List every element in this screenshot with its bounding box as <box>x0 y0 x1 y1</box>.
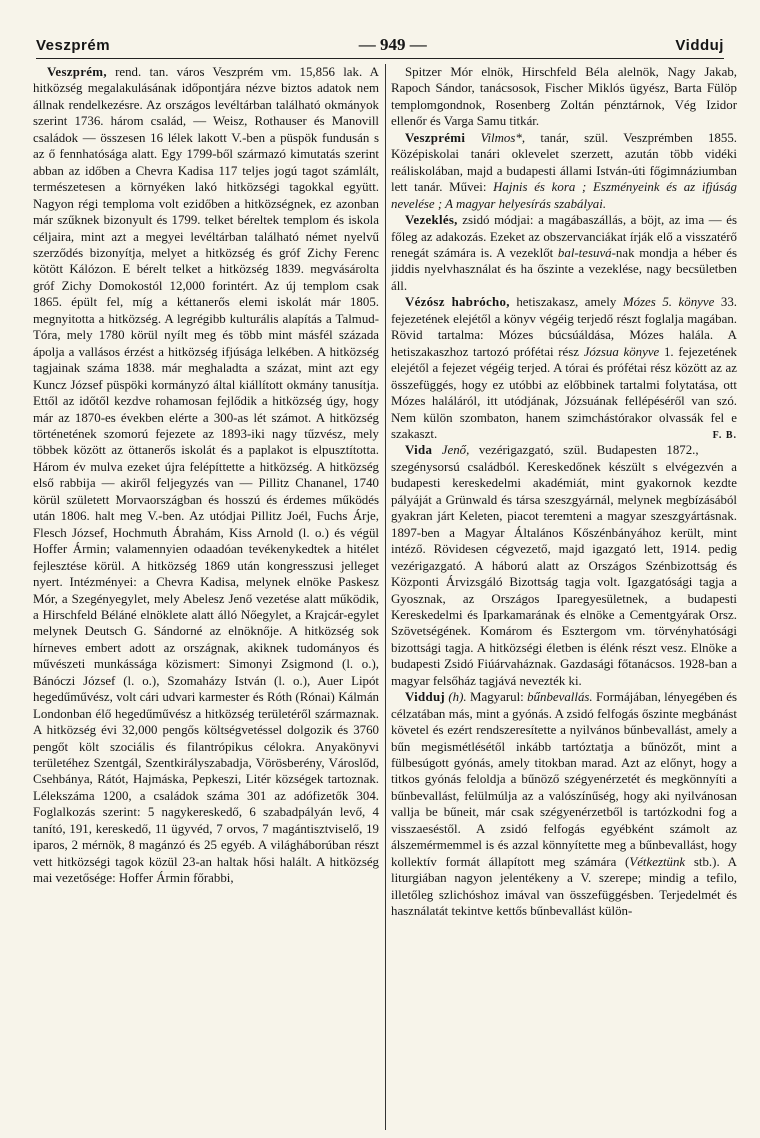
entry-text: Józsua könyve <box>583 344 660 359</box>
entry-headword: Vezeklés, <box>405 213 458 228</box>
entry-text: Vilmos* <box>465 130 522 145</box>
right-column <box>391 64 737 1130</box>
entry-paragraph <box>391 64 737 130</box>
entry-text: vezérigazgató, szül. Budapesten 1872., szegénysorsú családból. Kereskedőnek készült s elvégezvén a budapesti kereskedelmi akadémiát, mint gyakornok kezdte pályáját a Grünwald és társa szeszgyárnál, melynek megbízásából gyakran járt Keleten, piacot teremteni a magyar szeszgyártásnak. 1897-ben a Magyar Általános Kőszénbányához került, mint intéző. Rövidesen cégvezető, majd igazgató lett, 1914. pedig vezérigazgató. A háború alatt az Országos Szénbizottság és Központi Árvizsgáló Bizottság tagja volt. Igazgatósági tagja a Gyosznak, az Országos Iparegyesületnek, a budapesti Kereskedelmi és Iparkamarának és elnöke a Cementgyárak Orsz. Szövetségének. Komárom és Esztergom vm. törvényhatósági bizottsági tagja. A hitközségi életben is élénk részt vesz. Elnöke a budapesti Zsidó Fiúárvaháznak. Gazdasági főtanácsos. 1928-ban a magyar felsőház tagjává nevezték ki. <box>391 443 737 688</box>
entry-text: bal-tesuvá <box>557 245 612 260</box>
entry-paragraph <box>391 689 737 919</box>
header-left-headword: Veszprém <box>36 36 111 54</box>
entry-text: 33. fejezetének elejétől a könyv végéig terjedő részt foglalja magában. Rövid tartalma: Mózes búcsúáldása, Mózes halála. A hetiszakaszhoz tartozó prófétai rész <box>391 295 737 359</box>
author-signature: F. B. <box>712 429 737 441</box>
entry-text: , tanár, szül. Veszprémben 1855. Középiskolai tanári oklevelet szerzett, azután több vidéki reáliskolában, majd a budapesti állami István-úti főgimnáziumban lett tanár. Művei: <box>391 130 737 195</box>
entry-paragraph <box>391 294 737 442</box>
left-column <box>33 64 379 1130</box>
header-right-headword: Vidduj <box>675 36 724 54</box>
entry-text: Spitzer Mór elnök, Hirschfeld Béla alelnök, Nagy Jakab, Rapoch Sándor, tanácsosok, Fischer Miklós ügyész, Barta Fülöp templomgondnok, Rosenberg Zoltán pénztárnok, Vég Izidor ellenőr és Varga Samu titkár. <box>391 65 737 129</box>
entry-text: 1. fejezetének elejétől a fejezet végéig terjed. A tórai és prófétai rész között az az összefüggés, hogy ez utóbbi az előbbinek tartalmi folytatása, ott Mózes haláláról, itt utódjának, Józsuának fellépéséről van szó. Nem külön szombaton, hanem szimchástórakor olvassák fel e szakaszt. <box>391 344 737 441</box>
entry-headword: Vida <box>405 443 433 458</box>
entry-headword: Veszprém, <box>47 65 107 79</box>
entry-text: (h). <box>445 690 467 705</box>
entry-paragraph <box>391 212 737 294</box>
entry-text: Jenő, <box>432 443 470 458</box>
entry-text: Mózes 5. könyve <box>622 295 715 310</box>
entry-text: Magyarul: <box>466 690 528 705</box>
entry-headword: Vidduj <box>405 690 446 705</box>
entry-text: -nak mondja a héber és jiddis nyelvhasználat és ha őszinte a vezeklése, nagy becsületben áll. <box>391 245 737 293</box>
entry-text: Vétkeztünk <box>629 854 686 869</box>
text-columns <box>33 64 737 1130</box>
entry-headword: Veszprémi <box>405 130 466 145</box>
entry-text: stb.). A liturgiában nagyon jelentékeny a V. szerepe; mindig a tefilo, illetőleg szlichóshoz imával van összefüggésben. Terjedelmét és használatát tekintve kettős bűnbevallást külön- <box>391 854 737 919</box>
entry-paragraph <box>391 442 737 689</box>
page-number: — 949 — <box>358 35 427 54</box>
entry-headword: Vézósz habrócho, <box>405 295 510 310</box>
running-header <box>36 32 724 59</box>
entry-text: Formájában, lényegében és célzatában más, mint a gyónás. A zsidó felfogás őszinte megbánást követel és ezért rendszeresítette a nyilvános bűnbevallást, amely a bűn megismétlésétől inkább tartóztatja a bűnözőt, mint a fülbesúgott gyónás, amely titokban marad. Azt az előnyt, hogy a titkos gyónás feloldja a bűnöző szégyenérzetét és megkönnyíti a bűnbevallást, felülmúlja az a valószínűség, hogy aki nyilvánosan vallja be bűneit, már csak szégyenérzetből is tartózkodni fog a visszaeséstől. A zsidó felfogás egyébként számolt az álszemérmemmel is és azzal könnyítette meg a bűnbevallást, hogy kollektív formát állapított meg számára ( <box>391 690 737 869</box>
column-divider <box>385 64 386 1130</box>
entry-text: hetiszakasz, amely <box>509 295 623 310</box>
entry-paragraph <box>391 130 737 212</box>
entry-text: Hajnis és kora ; Eszményeink és az ifjúság nevelése ; A magyar helyesírás szabályai. <box>391 180 737 211</box>
entry-text: rend. tan. város Veszprém vm. 15,856 lak. A hitközség megalakulásának időpontjára nézve biztos adatok nem állnak rendelkezésre. Az országos levéltárban található okmányok szerint 1736. három család, — Weisz, Rothauser és Manovill családok — összesen 16 lélek lakott V.-ben a püspök fundusán s az ő fennhatósága alatt. Egy 1799-ből származó kimutatás szerint abban az időben a Chevra Kadisa 117 teljes jogú tagot számlált, természetesen a környéken lakó hitközségi tagokkal együtt. Nagyon régi temploma volt ezidőben a hitközségnek, ez azonban már szűknek bizonyult és 1799. telket béreltek templom és iskola céljaira, mint azt a megyei levéltárban található német nyelvű szerződés bizonyítja, melyet a hitközség és gróf Zichy Ferenc kötött Kálózon. E bérelt telket a hitközség 1839. megvásárolta gróf Zichy Domokostól 12,000 forintért. Az új templom csak 1865. épült fel, míg a kéttanerős elemi iskolát már 1805. megnyitotta a hitközség. A legrégibb kulturális alapítás a Talmud-Tóra, mely 1780 körül nyílt meg és több mint másfél százada ápolja a vallásos érzést a hitközség ifjúsága lelkében. A hitközség tagjainak száma 1838. már meghaladta a százat, mint azt egy Kuncz József püspöki kormányzó által kiállított okmány tanusítja. Ettől az időtől kezdve rohamosan fejlődik a hitközség úgy, hogy már az 1870-es években elérte a 300-as lét számot. A hitközség történetének szomorú fejezete az 1893-iki nagy tűzvész, mely többek között az öttanerős iskolát és a paplakot is elpusztította. Három év mulva ezeket újra felépíttette a hitközség. A hitközség első rabbija — akiről feljegyzés van — Pillitz Chananel, 1740 körül született Morvaországban és hosszú és érdemes működés után 1806. halt meg V.-ben. Az utódjai Pillitz Joél, Fuchs Árje, Flesch József, Hochmuth Ábrahám, Kiss Arnold (l. o.) és végül Hoffer Ármin; valamennyien odaadóan tevékenykedtek a hitélet fejlesztése körül. A hitközség 1869 után kongresszusi jelleget nyert. Intézményei: a Chevra Kadisa, melynek elnöke Paskesz Mór, a Szegényegylet, mely Abelesz Jenő vezetése alatt működik, a Hirschfeld Béláné elnöklete alatt álló Nőegylet, a Krajcár-egylet melynek Deutsch G. Sándorné az elnöknője. A hitközség sok hírneves embert adott az országnak, akiknek tudományos és művészeti munkássága közismert: Simonyi Zsigmond (l. o.), Bánóczi József (l. o.), Szomaházy István (l. o.), Auer Lipót hegedűművész, volt cári udvari karmester és Róth (Rónai) Kálmán Londonban élő hegedűművész a hitközség területéről származnak. A hitközség évi 32,000 pengős költségvetéssel dolgozik és 3760 pengőt költ szociális és filantrópikus célokra. Anyakönyvi területéhez Szentgál, Szentkirályszabadja, Vörösberény, Városlőd, Csehbánya, Rátót, Hajmáska, Pepkeszi, Litér községek tartoznak. Lélekszáma 1200, a családok száma 301 az adófizetők 304. Foglalkozás szerint: 5 nagykereskedő, 6 szabadpályán levő, 4 tanító, 191, kereskedő, 11 ügyvéd, 7 orvos, 7 magántisztviselő, 19 iparos, 2 mérnök, 8 magánzó és 25 egyéb. A világháborúban részt vett hitközségi tagok közül 23-an haltak hősi halált. A hitközség mai vezetősége: Hoffer Ármin főrabbi, <box>33 65 379 886</box>
entry-text: zsidó módjai: a magábaszállás, a böjt, az ima — és főleg az adakozás. Ezeket az obszervanciákat írják elő a visszatérő renegát számára is. A vezeklőt <box>391 213 737 260</box>
entry-text: bűnbevallás. <box>527 690 593 705</box>
entry-paragraph <box>33 64 379 887</box>
